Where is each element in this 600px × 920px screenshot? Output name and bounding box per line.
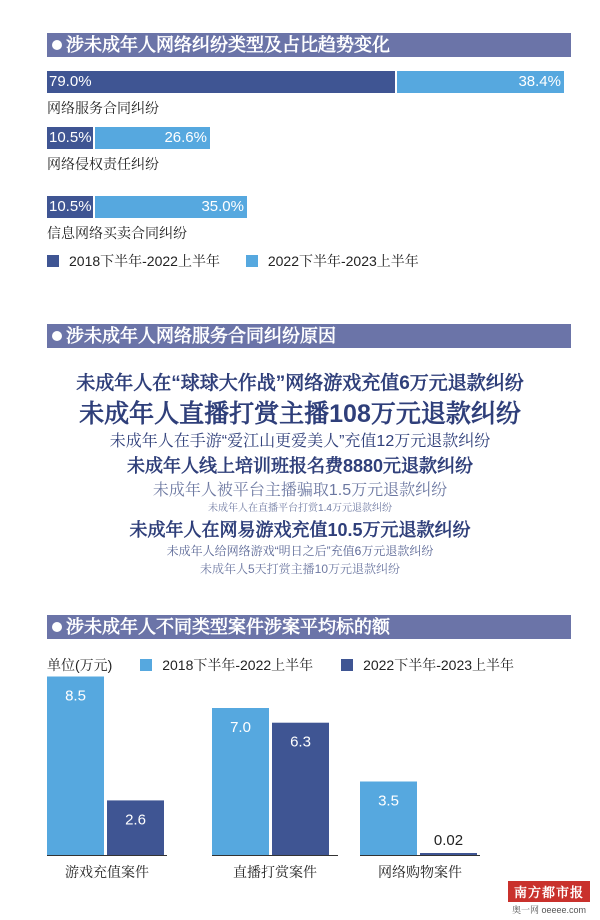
vertical-bar-chart — [0, 640, 600, 890]
bar-row — [47, 127, 210, 149]
bar-value-label: 6.3 — [290, 733, 311, 751]
category-label: 直播打赏案件 — [233, 864, 317, 880]
bullet-dot-icon — [52, 331, 62, 341]
legend-label-period2: 2022下半年-2023上半年 — [267, 253, 419, 269]
bar-value-label: 3.5 — [378, 792, 399, 810]
reason-text: 未成年人给网络游戏“明日之后”充值6万元退款纠纷 — [166, 544, 434, 558]
bar-period2 — [420, 853, 477, 855]
bar-value-label: 8.5 — [65, 687, 86, 705]
legend-swatch-dark — [47, 255, 59, 267]
category-label: 网络侵权责任纠纷 — [47, 156, 159, 172]
bar-row — [47, 71, 564, 93]
reason-text: 未成年人在直播平台打赏1.4万元退款纠纷 — [208, 503, 392, 514]
section-3-title-band — [47, 615, 571, 639]
legend-label-period1: 2018下半年-2022上半年 — [162, 657, 314, 673]
legend-label-period2: 2022下半年-2023上半年 — [363, 657, 515, 673]
reason-text: 未成年人5天打赏主播10万元退款纠纷 — [199, 562, 401, 576]
section-1-title-band — [47, 33, 571, 57]
bullet-dot-icon — [52, 622, 62, 632]
reason-text: 未成年人在手游“爱江山更爱美人”充值12万元退款纠纷 — [109, 433, 491, 450]
unit-label: 单位(万元) — [47, 657, 113, 673]
category-label: 游戏充值案件 — [65, 864, 149, 880]
section-2-title-band — [47, 324, 571, 348]
section-2-title: 涉未成年人网络服务合同纠纷原因 — [66, 326, 336, 346]
bar-segment-period2: 38.4% — [397, 71, 564, 93]
newspaper-logo — [508, 881, 590, 916]
bar-segment-period2: 35.0% — [95, 196, 247, 218]
legend-item-period1 — [47, 253, 220, 269]
legend-swatch-light — [246, 255, 258, 267]
bar-value-label: 7.0 — [230, 719, 251, 736]
bar-value-label: 2.6 — [125, 811, 146, 829]
bar-segment-period1: 79.0% — [47, 71, 395, 93]
bar-segment-period1: 10.5% — [47, 127, 93, 149]
bar-segment-period1: 10.5% — [47, 196, 93, 218]
category-label: 信息网络买卖合同纠纷 — [47, 225, 187, 241]
reason-text: 未成年人在“球球大作战”网络游戏充值6万元退款纠纷 — [76, 373, 524, 394]
reason-text: 未成年人被平台主播骗取1.5万元退款纠纷 — [152, 482, 448, 499]
legend-label-period1: 2018下半年-2022上半年 — [69, 253, 220, 269]
legend-chart-1 — [47, 251, 419, 271]
logo-name: 南方都市报 — [508, 881, 590, 902]
bar-segment-period2: 26.6% — [95, 127, 210, 149]
reason-text: 未成年人在网易游戏充值10.5万元退款纠纷 — [129, 520, 471, 540]
reason-text: 未成年人直播打赏主播108万元退款纠纷 — [79, 400, 521, 428]
reason-text: 未成年人线上培训班报名费8880元退款纠纷 — [126, 456, 474, 476]
bar-value-label: 0.02 — [433, 832, 464, 849]
bullet-dot-icon — [52, 40, 62, 50]
legend-item-period2 — [246, 253, 419, 269]
category-label: 网络服务合同纠纷 — [47, 100, 159, 116]
bar-row — [47, 196, 247, 218]
section-3-title: 涉未成年人不同类型案件涉案平均标的额 — [66, 617, 390, 637]
category-label: 网络购物案件 — [378, 864, 462, 880]
logo-sub: 奥一网 oeeee.com — [511, 905, 587, 915]
section-1-title: 涉未成年人网络纠纷类型及占比趋势变化 — [66, 35, 390, 55]
